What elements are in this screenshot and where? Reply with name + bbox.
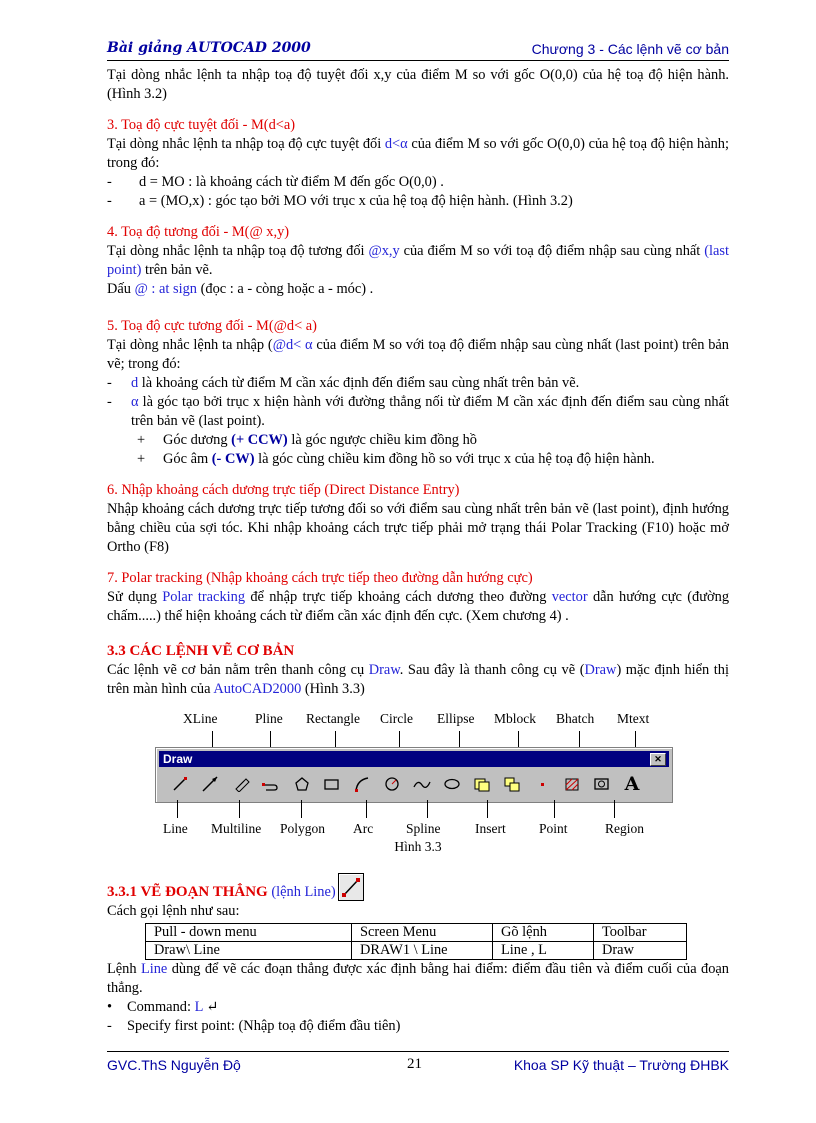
section-5-title: 5. Toạ độ cực tương đối - M(@d< a) [107,318,317,334]
section-5-def-d: - d là khoảng cách từ điểm M cần xác định đến điểm sau cùng nhất trên bản vẽ. [107,375,580,391]
insert-block-icon[interactable] [472,773,492,795]
xline-icon[interactable] [200,773,220,795]
label-polygon: Polygon [280,821,326,836]
table-cell: Draw [594,942,687,960]
table-cell: DRAW1 \ Line [352,942,493,960]
section-6-title: 6. Nhập khoảng cách dương trực tiếp (Direct Distance Entry) [107,482,460,498]
connector-spline [427,800,428,818]
label-mtext: Mtext [617,711,650,726]
table-header-row [146,924,687,942]
section-5-ccw-item: + Góc dương (+ CCW) là góc ngược chiều kim đồng hồ [137,432,477,448]
toolbar-title-bar [159,751,669,767]
connector-point [554,800,555,818]
draw-toolbar [155,747,673,803]
spline-icon[interactable] [412,773,432,795]
label-point: Point [539,821,568,836]
label-circle: Circle [380,711,413,726]
section-7-paragraph: Sử dụng Polar tracking để nhập trực tiếp khoảng cách dương theo đường vector dẫn hướng cực (đường chấm.....) thể hiện khoảng cách từ điểm cần xác định đến cực. (Xem chương 4) . [107,589,730,624]
line-tool-icon [338,873,364,901]
close-icon[interactable]: ✕ [650,753,666,766]
specify-first-point-line: - Specify first point: (Nhập toạ độ điểm đầu tiên) [107,1018,401,1034]
connector-insert [487,800,488,818]
figure-caption: Hình 3.3 [394,839,442,854]
page-header [107,40,729,61]
region-icon[interactable] [592,773,612,795]
section-7-title: 7. Polar tracking (Nhập khoảng cách trực tiếp theo đường dẫn hướng cực) [107,570,533,586]
footer-author: GVC.ThS Nguyễn Độ [107,1057,241,1073]
section-5-def-alpha: - α là góc tạo bởi trục x hiện hành với đường thẳng nối từ điểm M cần xác định đến điểm sau cùng nhất trên bản vẽ (last point). [107,394,729,429]
page-footer [107,1051,729,1074]
section-5-cw-item: + Góc âm (- CW) là góc cùng chiều kim đồng hồ so với trục x của hệ toạ độ hiện hành. [137,451,655,467]
ellipse-icon[interactable] [442,773,462,795]
connector-multiline [239,800,240,818]
label-region: Region [605,821,644,836]
point-icon[interactable] [532,773,552,795]
label-arc: Arc [353,821,374,836]
section-3-3-1-call: Cách gọi lệnh như sau: [107,903,240,919]
section-4-paragraph: Tại dòng nhắc lệnh ta nhập toạ độ tương đối @x,y của điểm M so với toạ độ điểm nhập sau cùng nhất (last point) trên bản vẽ. [107,243,729,278]
section-3-paragraph: Tại dòng nhắc lệnh ta nhập toạ độ cực tuyệt đối d<α của điểm M so với gốc O(0,0) của hệ toạ độ hiện hành; trong đó: [107,136,729,171]
label-bhatch: Bhatch [556,711,595,726]
connector-line [177,800,178,818]
section-3-3-1-title: 3.3.1 VẼ ĐOẠN THẲNG (lệnh Line) [107,873,729,902]
page-number: 21 [407,1056,422,1072]
section-6-paragraph: Nhập khoảng cách dương trực tiếp tương đối so với điểm sau cùng nhất trên bản vẽ (last point), định hướng bằng chiều của sợi tóc. Khi nhập khoảng cách trực tiếp phải mở trạng thái Polar Tracking (F10) hoặc mở Ortho (F8) [107,501,729,555]
label-line: Line [163,821,188,836]
section-3-title: 3. Toạ độ cực tuyệt đối - M(d<a) [107,117,296,133]
section-3-def-a: - a = (MO,x) : góc tạo bởi MO với trục x của hệ toạ độ hiện hành. (Hình 3.2) [107,193,573,209]
line-icon[interactable] [170,773,190,795]
connector-arc [366,800,367,818]
command-access-table [145,923,687,960]
connector-polygon [301,800,302,818]
label-ellipse: Ellipse [437,711,475,726]
section-3-def-d: - d = MO : là khoảng cách từ điểm M đến gốc O(0,0) . [107,174,444,190]
label-spline: Spline [406,821,441,836]
footer-institution: Khoa SP Kỹ thuật – Trường ĐHBK [513,1057,729,1073]
label-multiline: Multiline [211,821,262,836]
section-3-3-1-paragraph: Lệnh Line dùng để vẽ các đoạn thẳng được xác định bằng hai điểm: điểm đầu tiên và điểm cuối của đoạn thẳng. [107,961,729,996]
toolbar-buttons [160,773,666,797]
intro-paragraph: Tại dòng nhắc lệnh ta nhập toạ độ tuyệt đối x,y của điểm M so với gốc O(0,0) của hệ toạ độ hiện hành. (Hình 3.2) [107,67,729,102]
rectangle-icon[interactable] [322,773,342,795]
label-rectangle: Rectangle [306,711,360,726]
polygon-icon[interactable] [292,773,312,795]
connector-region [614,800,615,818]
table-cell: Gõ lệnh [493,924,594,942]
label-xline: XLine [183,711,218,726]
label-insert: Insert [475,821,506,836]
section-4-title: 4. Toạ độ tương đối - M(@ x,y) [107,224,290,240]
toolbar-title: Draw [163,752,193,766]
table-row [146,942,687,960]
draw-toolbar-figure [107,709,729,859]
table-cell: Toolbar [594,924,687,942]
multiline-icon[interactable] [232,773,252,795]
label-mblock: Mblock [494,711,536,726]
mtext-icon[interactable]: A [624,772,640,795]
circle-icon[interactable] [382,773,402,795]
section-3-3-title: 3.3 CÁC LỆNH VẼ CƠ BẢN [107,643,295,659]
hatch-icon[interactable] [562,773,582,795]
header-course-title: Bài giảng AUTOCAD 2000 [107,40,311,56]
table-cell: Pull - down menu [146,924,352,942]
table-cell: Screen Menu [352,924,493,942]
section-3-3-paragraph: Các lệnh vẽ cơ bản nằm trên thanh công cụ Draw. Sau đây là thanh công cụ vẽ (Draw) mặc định hiển thị trên màn hình của AutoCAD2000 (Hình 3.3) [107,662,729,697]
command-line: • Command: L ↵ [107,999,219,1015]
label-pline: Pline [255,711,283,726]
table-cell: Line , L [493,942,594,960]
make-block-icon[interactable] [502,773,522,795]
header-chapter-title: Chương 3 - Các lệnh vẽ cơ bản [531,41,729,57]
pline-icon[interactable] [260,773,280,795]
arc-icon[interactable] [352,773,372,795]
section-5-paragraph: Tại dòng nhắc lệnh ta nhập (@d< α của điểm M so với toạ độ điểm nhập sau cùng nhất (last point) trên bản vẽ; trong đó: [107,337,729,372]
page-content [107,66,729,1036]
section-4-at-sign-note: Dấu @ : at sign (đọc : a - còng hoặc a - móc) . [107,281,374,297]
table-cell: Draw\ Line [146,942,352,960]
